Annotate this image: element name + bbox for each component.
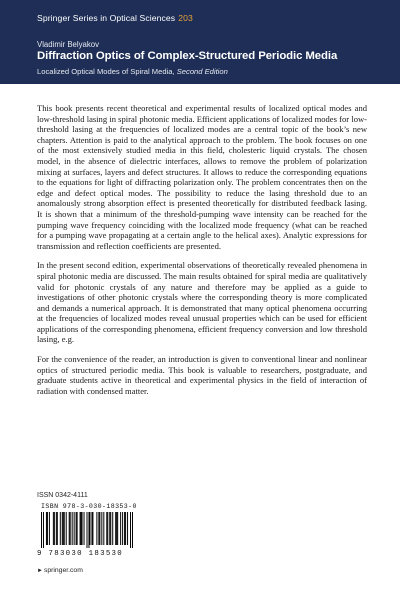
- url-text: springer.com: [43, 567, 83, 574]
- series-line: [37, 13, 193, 23]
- series-name: Springer Series in Optical Sciences: [37, 13, 176, 23]
- header-band: [0, 0, 400, 84]
- barcode: [37, 502, 137, 562]
- book-subtitle: [37, 67, 228, 76]
- blurb-paragraph-2: In the present second edition, experimental observations of theoretically revealed phenomena in spiral photonic media are discussed. The main results obtained for spiral media are qualitatively valid for photonic crystals of any nature and therefore may be applied as a guide to investigations of other photonic crystals where the corresponding theory is more complicated and demands a numerical approach. It is demonstrated that many optical phenomena occurring at the frequencies of localized modes reveal unusual properties which can be used for efficient applications of the corresponding phenomena, efficient frequency conversion and low threshold lasing, e.g.: [37, 260, 367, 345]
- ean-digits: 9 783030 183530: [37, 550, 124, 558]
- blurb: [37, 103, 367, 405]
- blurb-paragraph-1: This book presents recent theoretical and experimental results of localized optical modes and low-threshold lasing in spiral photonic media. Efficient applications of localized modes for low-threshold lasing at the frequencies of localized modes are a central topic of the book’s new chapters. Attention is paid to the analytical approach to the problem. The book focuses on one of the most extensively studied media in this field, cholesteric liquid crystals. The chosen model, in the absence of dielectric interfaces, allows to remove the problem of polarization mixing at surfaces, layers and defect structures. It allows to reduce the corresponding equations to the equations for light of diffracting polarization only. The problem concentrates then on the edge and defect optical modes. The possibility to reduce the lasing threshold due to an anomalously strong absorption effect is presented theoretically for distributed feedback lasing. It is shown that a minimum of the threshold-pumping wave intensity can be reached for the pumping wave frequency coinciding with the localized mode frequency (what can be reached for a pumping wave propagating at a certain angle to the helical axes). Analytic expressions for transmission and reflection coefficients are presented.: [37, 103, 367, 251]
- issn-label: ISSN 0342-4111: [37, 492, 88, 499]
- series-number: 203: [178, 13, 193, 23]
- book-title: Diffraction Optics of Complex-Structured Periodic Media: [37, 50, 338, 62]
- isbn-label: ISBN 978-3-030-18353-0: [41, 503, 137, 510]
- blurb-paragraph-3: For the convenience of the reader, an introduction is given to conventional linear and nonlinear optics of structured periodic media. This book is valuable to researchers, postgraduate, and graduate students active in theoretical and experimental physics in the field of interaction of radiation with condensed matter.: [37, 354, 367, 396]
- barcode-bars: [41, 512, 133, 548]
- subtitle-edition: Second Edition: [176, 67, 228, 76]
- subtitle-main: Localized Optical Modes of Spiral Media,: [37, 67, 175, 76]
- author-name: Vladimir Belyakov: [37, 40, 99, 49]
- triangle-right-icon: ►: [37, 568, 43, 574]
- publisher-url: [37, 567, 83, 574]
